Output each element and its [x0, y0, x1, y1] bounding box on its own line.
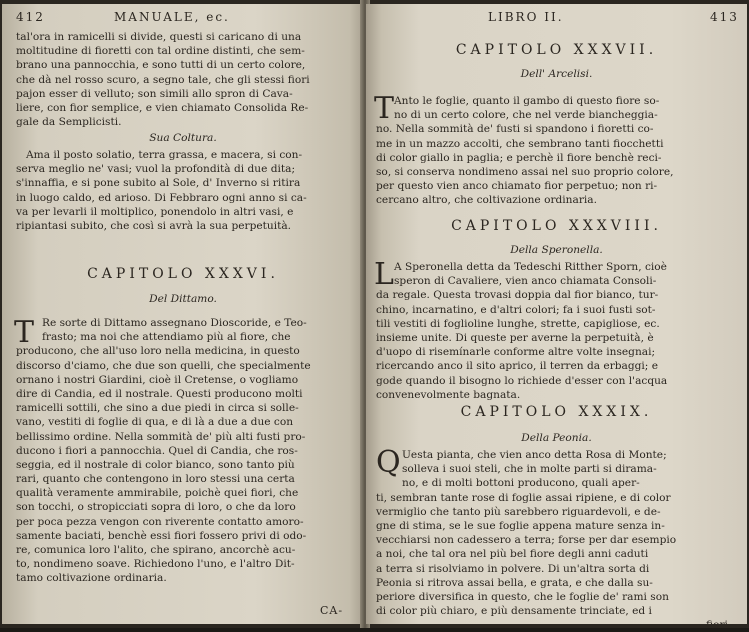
text-line: a noi, che tal ora nel più bel fiore degli anni caduti	[376, 548, 649, 561]
right-page	[366, 4, 747, 632]
right-running-head	[366, 10, 747, 30]
text-line: frasto; ma noi che attendiamo più al fiore, che	[42, 331, 291, 344]
text-line: seggia, ed il nostrale di color bianco, sono tanto più	[16, 458, 295, 471]
text-line: to, nondimeno soave. Richiedono l'uno, e l'altro Dit-	[16, 558, 295, 571]
text-line: qualità veramente ammirabile, poichè quei fiori, che	[16, 487, 299, 500]
text-line: di color più chiaro, e più densamente trinciate, ed i	[376, 605, 652, 618]
left-page	[2, 4, 364, 624]
text-line: producono, che all'uso loro nella medicina, in questo	[16, 345, 300, 358]
text-line: ricercando anco il sito aprico, il terren da erbaggi; e	[376, 360, 659, 373]
text-line: so, si conserva nondimeno assai nel suo proprio colore,	[376, 165, 674, 178]
chapter-37-dropcap: T	[374, 91, 395, 126]
text-line: cercano altro, che coltivazione ordinaria.	[376, 194, 597, 207]
text-line: bellissimo ordine. Nella sommità de' più alti fusti pro-	[16, 430, 306, 443]
text-line: ti, sembran tante rose di foglie assai ripiene, e di color	[376, 491, 671, 504]
chapter-36-dropcap: T	[14, 315, 35, 350]
chapter-38-dropcap: L	[374, 257, 394, 292]
text-line: Peonia si ritrova assai bella, e grata, e che dalla su-	[376, 576, 653, 589]
text-line: insieme unite. Di queste per averne la perpetuità, è	[376, 331, 654, 344]
text-line: Uesta pianta, che vien anco detta Rosa di Monte;	[402, 449, 667, 461]
text-line: ducono i fiori a pannocchia. Quel di Candia, che ros-	[16, 444, 298, 457]
text-line: brano una pannocchia, e sono tutti di un certo colore,	[16, 59, 306, 72]
text-line: speron di Cavaliere, vien anco chiamata Consoli-	[394, 275, 657, 288]
chapter-39-dropcap: Q	[376, 445, 401, 480]
text-line: vecchiarsi non cadessero a terra; forse per dar esempio	[376, 534, 677, 547]
text-line: tal'ora in ramicelli si divide, questi si caricano di una	[16, 31, 302, 43]
text-line: in luogo caldo, ed arioso. Di Febbraro ogni anno si ca-	[16, 191, 307, 204]
text-line: convenevolmente bagnata.	[376, 388, 521, 401]
text-line: me in un mazzo accolti, che sembrano tanti fiocchetti	[376, 137, 664, 150]
chapter-36-title: CAPITOLO XXXVI.	[87, 266, 279, 282]
left-page-number: 412	[16, 10, 45, 24]
text-line: moltitudine di fioretti con tal ordine distinti, che sem-	[16, 45, 305, 58]
text-line: per poca pezza vengon con riverente contatto amoro-	[16, 515, 304, 528]
text-line: no di un certo colore, che nel verde biancheggia-	[394, 109, 658, 122]
text-line: dire di Candia, ed il nostrale. Questi producono molti	[16, 387, 303, 400]
text-line: per questo vien anco chiamato fior perpetuo; non ri-	[376, 180, 658, 193]
text-line: ramicelli sottili, che sino a due piedi in circa si solle-	[16, 402, 299, 415]
text-line: discorso d'ciamo, che due son quelli, che specialmente	[16, 359, 311, 372]
text-line: a terra si risolviamo in polvere. Di un'altra sorta di	[376, 562, 650, 575]
text-line: tamo coltivazione ordinaria.	[16, 572, 167, 585]
chapter-37-paragraph	[374, 91, 674, 208]
text-line: gale da Semplicisti.	[16, 116, 122, 129]
text-line: da regale. Questa trovasi doppia dal fior bianco, tur-	[376, 289, 659, 302]
text-line: serva meglio ne' vasi; vuol la profondità di due dita;	[16, 163, 296, 176]
chapter-36-paragraph	[16, 316, 311, 586]
chapter-39-paragraph	[376, 445, 728, 632]
chapter-37-title: CAPITOLO XXXVII.	[455, 42, 658, 58]
text-line: vermiglio che tanto più sarebbero riguardevoli, e de-	[376, 505, 661, 518]
text-line: Anto le foglie, quanto il gambo di questo fiore so-	[394, 95, 660, 107]
right-page-number: 413	[710, 10, 739, 24]
text-line: Ama il posto solatio, terra grassa, e macera, si con-	[26, 149, 303, 161]
text-line: son tocchi, o stropicciati sopra di loro, o che da loro	[16, 501, 296, 514]
chapter-38-subtitle: Della Speronella.	[510, 244, 603, 256]
text-line: solleva i suoi steli, che in molte parti si dirama-	[402, 463, 657, 476]
text-line: chino, incarnatino, e d'altri colori; fa i suoi fusti sot-	[376, 303, 656, 316]
text-line: no. Nella sommità de' fusti si spandono i fioretti co-	[376, 123, 654, 136]
text-line: vano, vestiti di foglie di qua, e di là a due a due con	[16, 416, 294, 429]
chapter-37-subtitle: Dell' Arcelisi.	[520, 68, 593, 80]
text-line: re, comunica loro l'alito, che spirano, ancorchè acu-	[16, 544, 296, 556]
text-line: fiori	[706, 619, 728, 632]
text-line: gne di stima, se le sue foglie appena mature senza in-	[376, 519, 665, 532]
left-running-head	[2, 10, 364, 30]
text-line: s'innaffia, e si pone subito al Sole, d' Inverno si ritira	[16, 177, 301, 190]
text-line: tili vestiti di foglioline lunghe, strette, capigliose, ec.	[376, 317, 660, 330]
coltura-paragraph	[16, 148, 307, 233]
text-line: gode quando il bisogno lo richiede d'esser con l'acqua	[376, 374, 668, 387]
left-intro-paragraph	[16, 30, 310, 129]
catchword: CA-	[320, 604, 344, 617]
chapter-36-subtitle: Del Dittamo.	[149, 293, 217, 305]
right-running-title: LIBRO II.	[488, 10, 564, 24]
text-line: rari, quanto che contengono in loro stessi una certa	[16, 473, 295, 486]
text-line: ripiantasi subito, che così si avrà la sua perpetuità.	[16, 219, 292, 232]
chapter-39-title: CAPITOLO XXXIX.	[460, 404, 653, 420]
text-line: di color giallo in paglia; e perchè il fiore benchè reci-	[376, 151, 662, 164]
text-line: periore diversifica in questo, che le foglie de' rami son	[376, 590, 669, 603]
text-line: d'uopo di risemínarle conforme altre volte insegnai;	[376, 346, 656, 359]
chapter-39-subtitle: Della Peonia.	[521, 432, 592, 444]
text-line: Re sorte di Dittamo assegnano Dioscoride, e Teo-	[42, 317, 307, 329]
text-line: che dà nel rosso scuro, a segno tale, che gli stessi fiori	[16, 73, 310, 86]
text-line: va per levarli il moltiplico, ponendolo in altri vasi, e	[16, 205, 294, 218]
text-line: samente baciati, benchè essi fiori fossero privi di odo-	[16, 529, 307, 542]
text-line: liere, con fior semplice, e vien chiamato Consolida Re-	[16, 101, 309, 114]
chapter-38-paragraph	[374, 257, 668, 402]
coltura-subtitle: Sua Coltura.	[149, 132, 217, 144]
text-line: no, e di molti bottoni producono, quali aper-	[402, 477, 640, 490]
left-running-title: MANUALE, ec.	[114, 10, 230, 24]
text-line: pajon esser di velluto; son simili allo spron di Cava-	[16, 87, 293, 100]
text-line: ornano i nostri Giardini, cioè il Cretense, o vogliamo	[16, 373, 299, 386]
text-line: A Speronella detta da Tedeschi Ritther Sporn, cioè	[394, 261, 667, 273]
chapter-38-title: CAPITOLO XXXVIII.	[451, 218, 662, 234]
